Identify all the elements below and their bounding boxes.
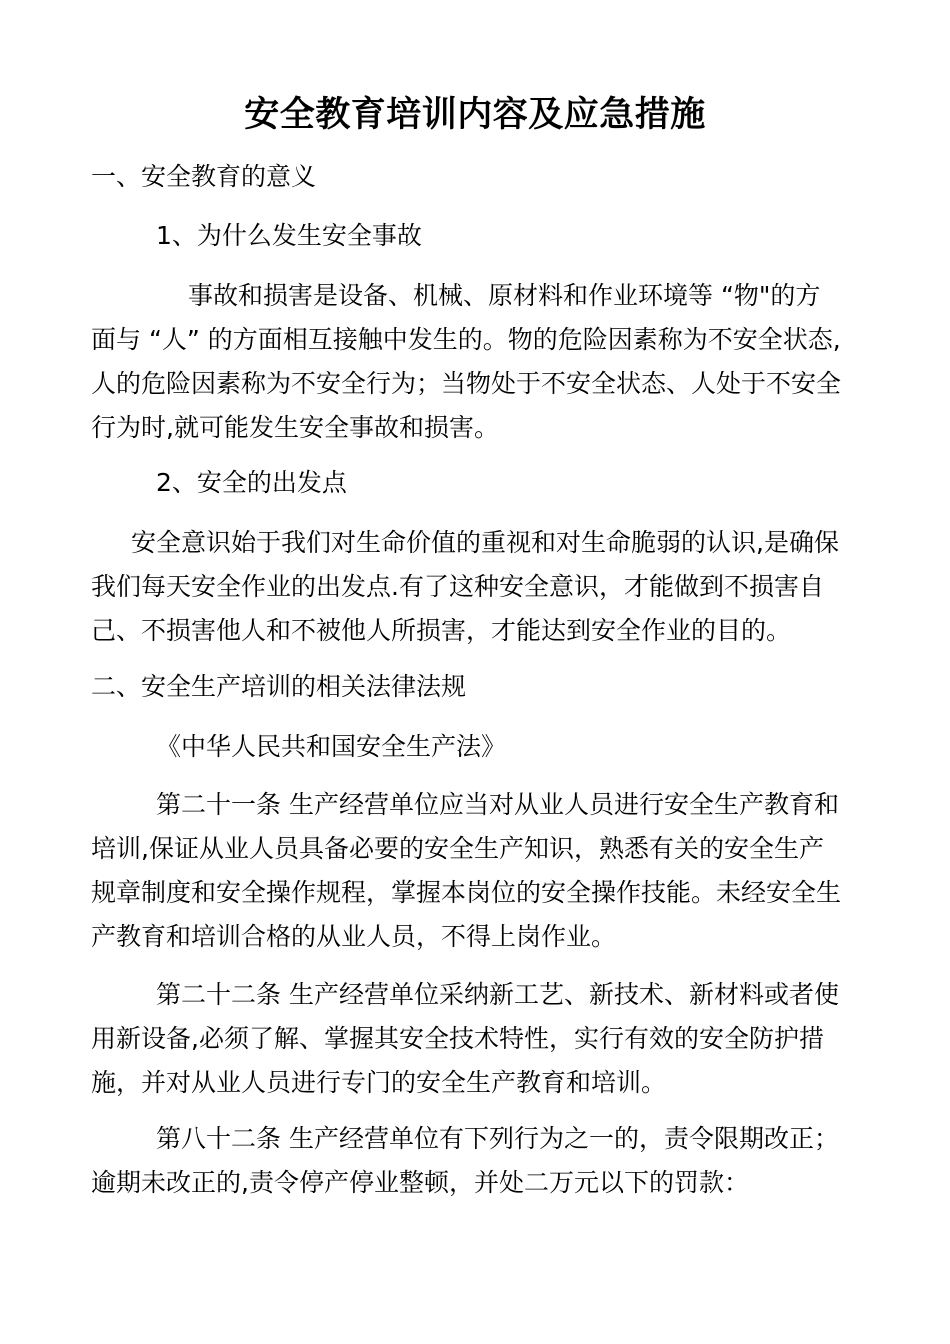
paragraph-line: 施，并对从业人员进行专门的安全生产教育和培训。 <box>91 1068 667 1097</box>
paragraph-line: 安全意识始于我们对生命价值的重视和对生命脆弱的认识,是确保 <box>131 528 839 557</box>
paragraph-accident-cause <box>91 274 871 450</box>
subsection-heading-2: 2、安全的出发点 <box>156 468 347 497</box>
paragraph-line: 第二十一条 生产经营单位应当对从业人员进行安全生产教育和 <box>156 790 839 819</box>
paragraph-article-22 <box>91 973 871 1105</box>
paragraph-line: 己、不损害他人和不被他人所损害，才能达到安全作业的目的。 <box>91 616 792 645</box>
paragraph-line: 事故和损害是设备、机械、原材料和作业环境等 “物"的方 <box>188 281 821 310</box>
document-title: 安全教育培训内容及应急措施 <box>244 95 706 135</box>
paragraph-line: 第八十二条 生产经营单位有下列行为之一的，责令限期改正； <box>156 1124 839 1153</box>
paragraph-safety-starting-point <box>91 521 871 653</box>
law-title: 《中华人民共和国安全生产法》 <box>156 732 507 761</box>
section-heading-2: 二、安全生产培训的相关法律法规 <box>91 672 467 701</box>
subsection-heading-1: 1、为什么发生安全事故 <box>156 221 422 250</box>
paragraph-line: 行为时,就可能发生安全事故和损害。 <box>91 413 499 442</box>
paragraph-line: 规章制度和安全操作规程，掌握本岗位的安全操作技能。未经安全生 <box>91 878 842 907</box>
paragraph-article-21 <box>91 783 871 959</box>
paragraph-line: 第二十二条 生产经营单位采纳新工艺、新技术、新材料或者使 <box>156 980 839 1009</box>
paragraph-line: 人的危险因素称为不安全行为；当物处于不安全状态、人处于不安全 <box>91 369 842 398</box>
paragraph-article-82 <box>91 1117 871 1205</box>
paragraph-line: 我们每天安全作业的出发点.有了这种安全意识，才能做到不损害自 <box>91 572 824 601</box>
paragraph-line: 逾期未改正的,责令停产停业整顿，并处二万元以下的罚款： <box>91 1168 749 1197</box>
paragraph-line: 产教育和培训合格的从业人员，不得上岗作业。 <box>91 922 617 951</box>
paragraph-line: 培训,保证从业人员具备必要的安全生产知识，熟悉有关的安全生产 <box>91 834 824 863</box>
paragraph-line: 用新设备,必须了解、掌握其安全技术特性，实行有效的安全防护措 <box>91 1024 824 1053</box>
paragraph-line: 面与 “人” 的方面相互接触中发生的。物的危险因素称为不安全状态, <box>91 325 841 354</box>
section-heading-1: 一、安全教育的意义 <box>91 162 317 191</box>
